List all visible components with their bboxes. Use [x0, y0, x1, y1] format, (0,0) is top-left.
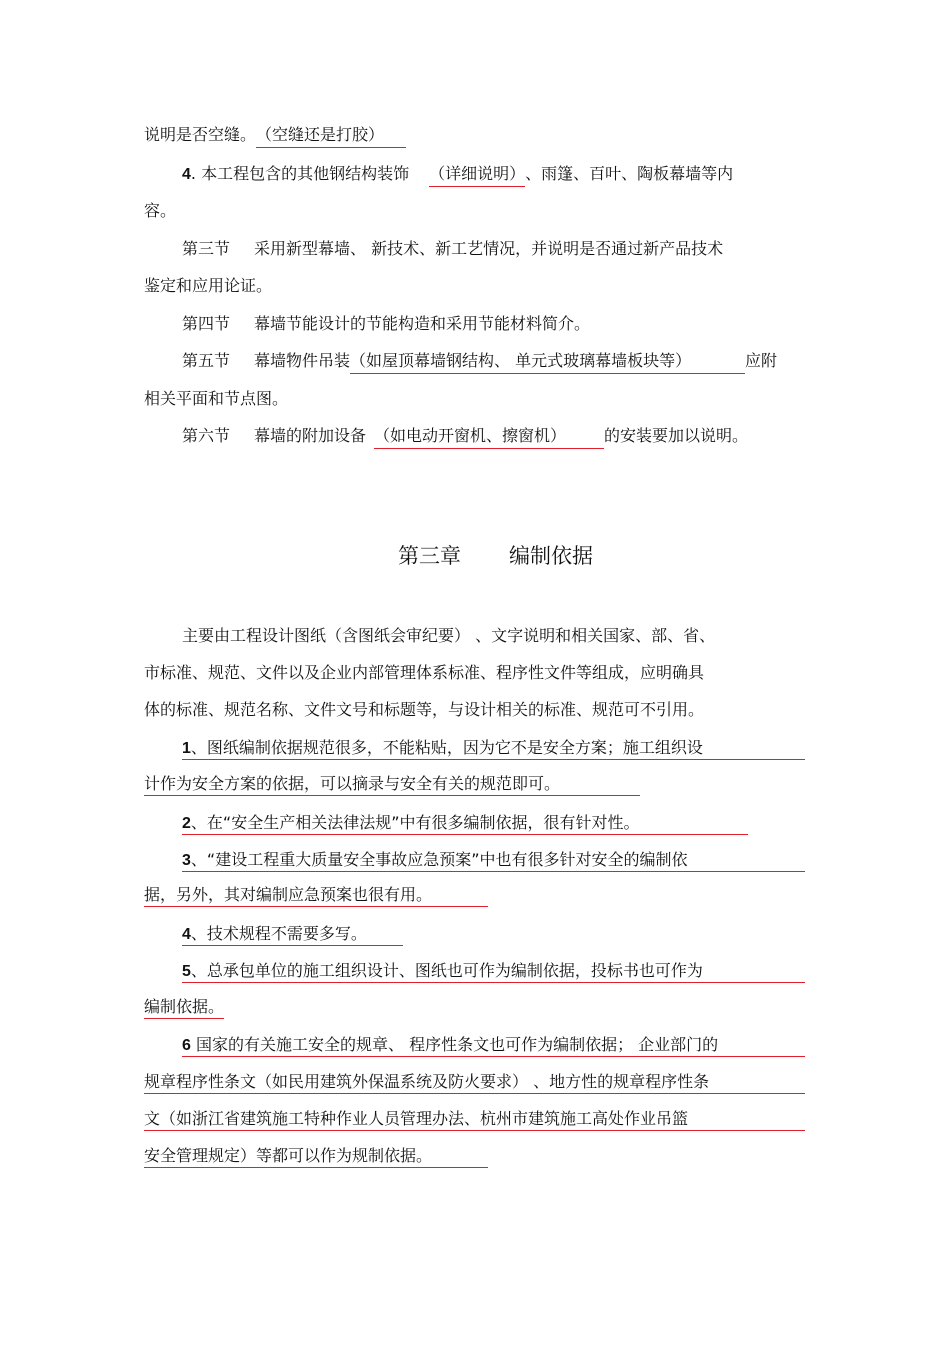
note-5-text-a: 、总承包单位的施工组织设计、图纸也可作为编制依据，投标书也可作为: [190, 961, 703, 980]
note-1-underline-2: [144, 795, 640, 796]
note-6-line3: 文（如浙江省建筑施工特种作业人员管理办法、杭州市建筑施工高处作业吊篮: [144, 1109, 689, 1128]
note-1-number: 1: [182, 740, 191, 757]
note-6-number: 6: [182, 1037, 191, 1054]
section-5-line2: [144, 388, 288, 410]
section-4-line: [182, 313, 590, 335]
note-6-underline-4: [144, 1167, 488, 1168]
section-3-label: 第三节: [182, 239, 231, 258]
note-4-number: 4: [182, 926, 191, 943]
chapter-label: 第三章: [398, 544, 461, 568]
note-3-underline-2: [144, 906, 488, 907]
note-5-underline-1: [182, 982, 805, 983]
section-5-label: 第五节: [182, 351, 231, 370]
note-4-text: 、技术规程不需要多写。: [190, 924, 367, 943]
seam-text: 说明是否空缝。: [144, 125, 257, 144]
section-4-label: 第四节: [182, 314, 231, 333]
note-2-number: 2: [182, 815, 191, 832]
note-2-text: 、在“安全生产相关法律法规”中有很多编制依据，很有针对性。: [190, 813, 640, 832]
section-5-text-c: 相关平面和节点图。: [144, 389, 289, 408]
item-4-line1: [182, 163, 733, 187]
section-5-text-a: 幕墙物件吊装: [254, 351, 351, 370]
note-4-line1: [182, 923, 367, 946]
line-seam-note: [144, 124, 406, 148]
item-4-line2: [144, 200, 176, 222]
note-1-line2: 计作为安全方案的依据，可以摘录与安全有关的规范即可。: [144, 774, 561, 793]
item-4-text-a: . 本工程包含的其他钢结构装饰: [190, 164, 410, 183]
note-3-text-a: 、“建设工程重大质量安全事故应急预案”中也有很多针对安全的编制依: [190, 850, 688, 869]
chapter-title: 编制依据: [509, 544, 593, 568]
section-3-text: 采用新型幕墙、 新技术、新工艺情况，并说明是否通过新产品技术: [254, 239, 724, 258]
note-2-underline: [182, 834, 748, 835]
note-6-underline-1: [182, 1056, 805, 1057]
note-6-underline-3: [144, 1130, 805, 1131]
note-1-line1: [182, 737, 703, 760]
note-6-text-a: 国家的有关施工安全的规章、 程序性条文也可作为编制依据； 企业部门的: [190, 1035, 719, 1054]
note-6-line4: 安全管理规定）等都可以作为规制依据。: [144, 1146, 433, 1165]
intro-line3: 体的标准、规范名称、文件文号和标题等，与设计相关的标准、规范可不引用。: [144, 700, 705, 719]
item-4-number: 4: [182, 166, 191, 183]
note-3-underline-1: [182, 871, 805, 872]
note-5-line1: [182, 960, 703, 983]
item-4-text-c: 容。: [144, 201, 177, 220]
intro-line2: 市标准、规范、文件以及企业内部管理体系标准、程序性文件等组成，应明确具: [144, 663, 705, 682]
note-1-underline-1: [182, 759, 805, 760]
note-6-line2: 规章程序性条文（如民用建筑外保温系统及防火要求） 、地方性的规章程序性条: [144, 1072, 710, 1091]
section-6-text-b: 的安装要加以说明。: [604, 426, 749, 445]
section-4-text: 幕墙节能设计的节能构造和采用节能材料简介。: [254, 314, 591, 333]
section-6-underlined: （如电动开窗机、擦窗机）: [374, 425, 604, 449]
item-4-text-b: 、雨篷、百叶、陶板幕墙等内: [525, 164, 734, 183]
note-6-underline-2: [144, 1093, 805, 1094]
intro-line1: 主要由工程设计图纸（含图纸会审纪要） 、文字说明和相关国家、部、省、: [182, 626, 716, 645]
section-6-line: [182, 425, 748, 449]
section-3-text-b: 鉴定和应用论证。: [144, 276, 273, 295]
section-5-line1: [182, 350, 777, 374]
note-6-line1: [182, 1034, 718, 1057]
section-3-line2: [144, 275, 272, 297]
note-1-text-a: 、图纸编制依据规范很多，不能粘贴，因为它不是安全方案；施工组织设: [190, 738, 703, 757]
note-5-number: 5: [182, 963, 191, 980]
note-2-line1: [182, 812, 640, 835]
section-5-text-b: 应附: [745, 351, 778, 370]
section-6-label: 第六节: [182, 426, 231, 445]
section-6-text-a: 幕墙的附加设备: [254, 426, 367, 445]
section-3-line1: [182, 238, 723, 260]
note-3-line2: 据，另外，其对编制应急预案也很有用。: [144, 885, 433, 904]
item-4-underlined: （详细说明）: [429, 163, 525, 187]
note-5-underline-2: [144, 1018, 224, 1019]
note-5-line2: 编制依据。: [144, 997, 225, 1016]
section-5-underlined: （如屋顶幕墙钢结构、 单元式玻璃幕墙板块等）: [350, 350, 745, 374]
chapter-heading: [398, 540, 593, 570]
note-3-line1: [182, 849, 688, 872]
note-3-number: 3: [182, 852, 191, 869]
note-4-underline: [182, 945, 403, 946]
seam-underlined: （空缝还是打胶）: [256, 124, 406, 148]
